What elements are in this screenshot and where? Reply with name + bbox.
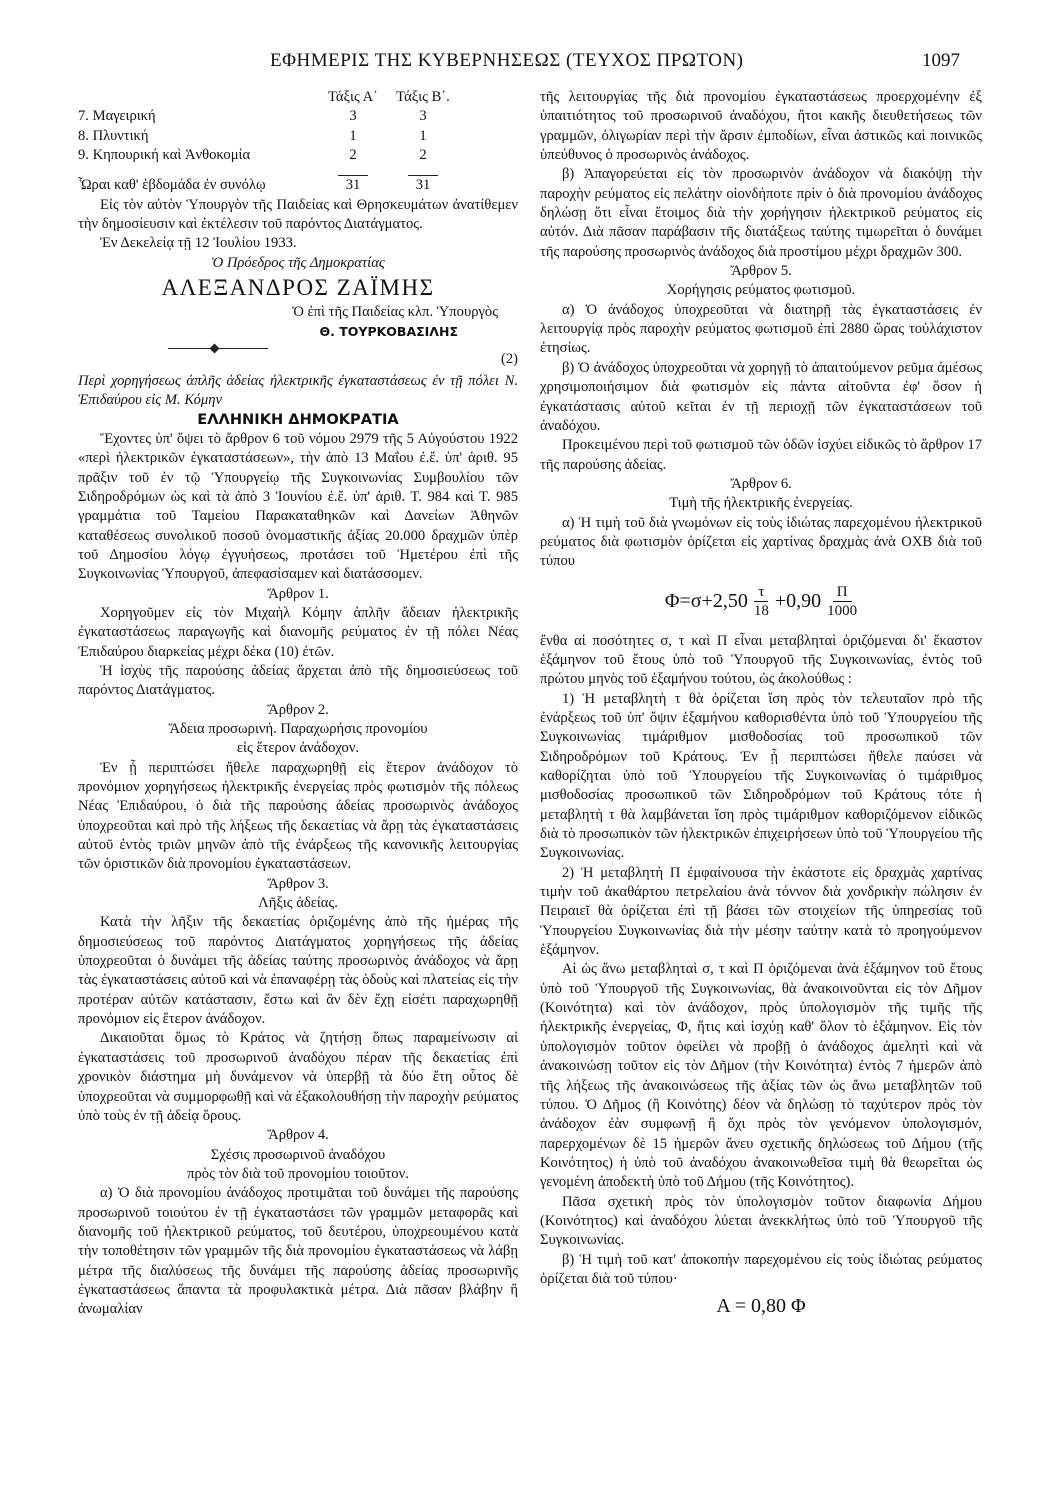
left-column <box>78 88 518 1320</box>
president-title: Ὁ Πρόεδρος τῆς Δημοκρατίας <box>211 254 385 271</box>
gazette-title: ΕΦΗΜΕΡΙΣ ΤΗΣ ΚΥΒΕΡΝΗΣΕΩΣ (ΤΕΥΧΟΣ ΠΡΩΤΟΝ) <box>270 50 744 71</box>
total-rule <box>408 165 438 176</box>
col-header-b: Τάξις Β΄. <box>396 89 450 105</box>
page-number: 1097 <box>922 50 960 71</box>
right-column <box>540 88 982 1323</box>
minister-title: Ὁ ἐπὶ τῆς Παιδείας κλπ. Ὑπουργὸς <box>292 304 498 321</box>
row-value-b: 3 <box>419 108 427 125</box>
article-5-subtitle: Χορήγησις ρεύματος φωτισμοῦ. <box>666 282 856 299</box>
article-6-paragraph: Πᾶσα σχετικὴ πρὸς τὸν ὑπολογισμὸν τοῦτον διαφωνία Δήμου (Κοινότητος) καὶ ἀναδόχου λύεται ἀνεκκλήτως ὑπὸ τοῦ Ὑπουργοῦ τῆς Συγκοινωνίας. <box>540 1193 982 1249</box>
article-1-paragraph: Χορηγοῦμεν εἰς τὸν Μιχαὴλ Κόμην ἁπλῆν ἄδειαν ἠλεκτρικῆς ἐγκαταστάσεως παραγωγῆς καὶ διανομῆς ρεύματος ἐν τῇ πόλει Νέας Ἐπιδαύρου διαρκείας μέχρι δέκα (10) ἐτῶν. <box>78 604 518 660</box>
row-label: 9. Κηπουρική καὶ Ἀνθοκομία <box>78 147 251 164</box>
row-label: 7. Μαγειρική <box>78 108 156 125</box>
republic-heading: ΕΛΛΗΝΙΚΗ ΔΗΜΟΚΡΑΤΙΑ <box>197 411 399 429</box>
article-4-paragraph: β) Ἀπαγορεύεται εἰς τὸν προσωρινὸν ἀνάδοχον νὰ διακόψῃ τὴν παροχὴν ρεύματος εἰς πελάτην οἱονδήποτε πρὶν ὁ διὰ προνομίου ἀνάδοχος δηλώσῃ ὅτι εἶναι ἕτοιμος διὰ τὴν χορήγησιν ἠλεκτρικοῦ ρεύματος εἰς αὐτόν. Διὰ πᾶσαν παράβασιν τῆς διατάξεως ταύτης τιμωρεῖται ὁ δυνάμει τῆς παρούσης προσωρινὸς ἀνάδοχος διὰ προστίμου μέχρι δραχμῶν 300. <box>540 166 982 260</box>
total-b: 31 <box>415 177 431 194</box>
article-4-heading: Ἄρθρον 4. <box>267 1127 329 1144</box>
decree-number: (2) <box>500 350 518 367</box>
article-6-paragraph: β) Ἡ τιμὴ τοῦ κατ' ἀποκοπὴν παρεχομένου εἰς τοὺς ἰδιώτας ρεύματος ὁρίζεται διὰ τοῦ τύπου· <box>540 1251 982 1287</box>
flat-rate-formula: Α = 0,80 Φ <box>716 1295 806 1318</box>
row-label: 8. Πλυντική <box>78 127 149 144</box>
article-6-paragraph: 2) Ἡ μεταβλητὴ Π ἐμφαίνουσα τὴν ἑκάστοτε εἰς δραχμὰς χαρτίνας τιμὴν τοῦ ἀκαθάρτου πετρελαίου ἀνὰ τόννον διὰ χονδρικὴν πώλησιν ἐν Πειραιεῖ θὰ ὁρίζεται ἐπὶ τῇ βάσει τῶν στοιχείων τῆς ὑπηρεσίας τοῦ Ὑπουργείου Συγκοινωνίας διὰ τὴν μέσην ταύτην κατὰ τὸ προηγούμενον ἑξάμηνον. <box>540 864 982 959</box>
decree-date: Ἐν Δεκελείᾳ τῇ 12 Ἰουλίου 1933. <box>100 235 297 252</box>
fraction-numerator: Π <box>833 583 852 602</box>
article-5-paragraph: α) Ὁ ἀνάδοχος ὑποχρεοῦται νὰ διατηρῇ τὰς ἐγκαταστάσεις ἐν λειτουργίᾳ πρὸς παροχὴν ρεύματος φωτισμοῦ ἐπὶ 2880 ὥρας τοὐλάχιστον ἐτησίως. <box>540 301 982 357</box>
decree-title: Περὶ χορηγήσεως ἁπλῆς ἀδείας ἠλεκτρικῆς ἐγκαταστάσεως ἐν τῇ πόλει Ν. Ἐπιδαύρου εἰς Μ. Κόμην <box>78 372 518 409</box>
article-2-heading: Ἄρθρον 2. <box>267 701 329 718</box>
row-value-a: 2 <box>349 147 357 164</box>
article-6-paragraph: ἔνθα αἱ ποσότητες σ, τ καὶ Π εἶναι μεταβληταὶ ὁριζόμεναι δι' ἕκαστον ἑξάμηνον τοῦ ἔτους ὑπὸ τοῦ Ὑπουργοῦ τῆς Συγκοινωνίας, ἐντὸς τοῦ πρώτου μηνὸς τοῦ ἑξαμήνου τούτου, ὡς ἀκολούθως : <box>540 632 982 688</box>
president-name: ΑΛΕΞΑΝΔΡΟΣ ΖΑΪΜΗΣ <box>161 275 435 301</box>
article-1-paragraph: Ἡ ἰσχὺς τῆς παρούσης ἀδείας ἄρχεται ἀπὸ τῆς δημοσιεύσεως τοῦ παρόντος Διατάγματος. <box>78 662 518 699</box>
preamble: Ἔχοντες ὑπ' ὄψει τὸ ἄρθρον 6 τοῦ νόμου 2979 τῆς 5 Αὐγούστου 1922 «περὶ ἠλεκτρικῶν ἐγκαταστάσεων», τὴν ἀπὸ 13 Μαΐου ἐ.ἔ. ὑπ' ἀριθ. 95 πρᾶξιν τοῦ ἐν τῷ Ὑπουργείῳ τῆς Συγκοινωνίας Συμβουλίου τῶν Σιδηροδρόμων ὡς καὶ τὰ ἀπὸ 3 Ἰουνίου ἐ.ἔ. ὑπ' ἀριθ. Τ. 984 καὶ Τ. 985 γραμμάτια τοῦ Ταμείου Παρακαταθηκῶν καὶ Δανείων Ἀθηνῶν καταθέσεως συνολικοῦ ποσοῦ ὀνομαστικῆς ἀξίας 20.000 δραχμῶν ὑπὲρ τοῦ Δημοσίου λόγῳ ἐγγυήσεως, προτάσει τοῦ Ἡμετέρου ἐπὶ τῆς Συγκοινωνίας Ὑπουργοῦ, ἀπεφασίσαμεν καὶ διατάσσομεν. <box>78 430 518 583</box>
row-value-a: 1 <box>349 127 357 144</box>
article-6-heading: Ἄρθρον 6. <box>730 475 792 492</box>
article-2-paragraph: Ἐν ᾗ περιπτώσει ἤθελε παραχωρηθῇ εἰς ἕτερον ἀνάδοχον τὸ προνόμιον χορηγήσεως ἠλεκτρικῆς ἐνεργείας πρὸς φωτισμὸν τῆς πόλεως Νέας Ἐπιδαύρου, ὁ διὰ τῆς παρούσης ἀδείας προσωρινὸς ἀνάδοχος ὑποχρεοῦται καὶ πρὸ τῆς λήξεως τῆς δεκαετίας νὰ ἄρῃ τὰς ἐγκαταστάσεις αὐτοῦ ἐντὸς τριῶν μηνῶν ἀπὸ τῆς ἐνάρξεως τῆς κανονικῆς λειτουργίας τῶν ὁριστικῶν διὰ προνομίου ἐγκαταστάσεων. <box>78 759 518 873</box>
article-2-subtitle: εἰς ἕτερον ἀνάδοχον. <box>236 740 360 757</box>
article-5-paragraph: Προκειμένου περὶ τοῦ φωτισμοῦ τῶν ὁδῶν ἰσχύει εἰδικῶς τὸ ἄρθρον 17 τῆς παρούσης ἀδείας. <box>540 437 982 473</box>
minister-name: Θ. ΤΟΥΡΚΟΒΑΣΙΛΗΣ <box>319 324 458 340</box>
article-1-heading: Ἄρθρον 1. <box>267 585 329 602</box>
closing-paragraph: Εἰς τὸν αὐτὸν Ὑπουργὸν τῆς Παιδείας καὶ Θρησκευμάτων ἀνατίθεμεν τὴν δημοσίευσιν καὶ ἐκτέλεσιν τοῦ παρόντος Διατάγματος. <box>78 196 518 233</box>
table-row <box>78 146 518 165</box>
article-3-paragraph: Κατὰ τὴν λῆξιν τῆς δεκαετίας ὁριζομένης ἀπὸ τῆς ἡμέρας τῆς δημοσιεύσεως τοῦ παρόντος Διατάγματος χορηγήσεως τῆς ἀδείας ὑποχρεοῦται ὁ δυνάμει τῆς ἀδείας ταύτης προσωρινὸς ἀνάδοχος νὰ ἄρῃ τὰς ἐγκαταστάσεις αὐτοῦ καὶ νὰ ἐπαναφέρῃ τὰς ὁδοὺς καὶ πλατείας εἰς τὴν προτέραν αὐτῶν κατάστασιν, ἔστω καὶ ἂν δὲν ἔχῃ εἰσέτι παραχωρηθῇ προνόμιον εἰς ἕτερον ἀνάδοχον. <box>78 914 518 1028</box>
article-2-subtitle: Ἄδεια προσωρινή. Παραχωρήσις προνομίου <box>168 720 428 737</box>
article-6-paragraph: 1) Ἡ μεταβλητὴ τ θὰ ὁρίζεται ἴση πρὸς τὸν τελευταῖον πρὸ τῆς ἐνάρξεως τοῦ ὑπ' ὄψιν ἑξαμήνου καθορισθέντα ὑπὸ τοῦ Ὑπουργείου τῆς Συγκοινωνίας τιμάριθμον μισθοδοσίας τοῦ προσωπικοῦ τῶν Σιδηροδρόμων τοῦ Κράτους. Ἐν ᾗ περιπτώσει ἤθελε παύσει νὰ καθορίζηται ὑπὸ τοῦ Ὑπουργείου τῆς Συγκοινωνίας ὁ τιμάριθμος μισθοδοσίας προσωπικοῦ τῶν Σιδηροδρόμων τοῦ Κράτους τότε ἡ μεταβλητὴ τ θὰ λαμβάνεται ἴση πρὸς τιμάριθμον καθοριζόμενον εἰδικῶς διὰ τὸ προσωπικὸν τῶν ἠλεκτρικῶν ἐπιχειρήσεων ὑπὸ τοῦ Ὑπουργείου τῆς Συγκοινωνίας. <box>540 690 982 862</box>
section-separator <box>78 342 518 372</box>
formula-fraction <box>754 583 769 620</box>
formula-lhs: Φ=σ+2,50 <box>664 589 748 612</box>
continued-paragraph: τῆς λειτουργίας τῆς διὰ προνομίου ἐγκαταστάσεως προερχομένην ἐξ ὑπαιτιότητος τοῦ προσωρινοῦ ἀναδόχου, ἤτοι κακῆς διευθετήσεως τῶν γραμμῶν, ὀλιγωρίαν περὶ τὴν ἄρσιν ἐμποδίων, εἶναι ἀστικῶς καὶ ποινικῶς ὑπεύθυνος ὁ προσωρινὸς ἀνάδοχος. <box>540 89 982 164</box>
table-total-row <box>78 176 518 195</box>
article-3-subtitle: Λῆξις ἀδείας. <box>258 895 338 912</box>
hours-table <box>78 88 518 196</box>
price-formula <box>540 572 982 632</box>
table-row <box>78 107 518 126</box>
article-4-subtitle: Σχέσις προσωρινοῦ ἀναδόχου <box>210 1146 386 1163</box>
fraction-numerator: τ <box>754 583 768 602</box>
separator-ornament <box>210 343 220 353</box>
row-value-b: 2 <box>419 147 427 164</box>
total-label: Ὧραι καθ' ἑβδομάδα ἐν συνόλῳ <box>78 177 266 194</box>
article-3-heading: Ἄρθρον 3. <box>267 875 329 892</box>
total-rule <box>338 165 368 176</box>
fraction-denominator: 18 <box>753 603 769 620</box>
formula-fraction <box>827 583 857 620</box>
article-6-subtitle: Τιμὴ τῆς ἠλεκτρικῆς ἐνεργείας. <box>669 495 853 512</box>
col-header-a: Τάξις Α΄ <box>327 89 378 105</box>
formula-mid: +0,90 <box>774 589 822 612</box>
article-3-paragraph: Δικαιοῦται ὅμως τὸ Κράτος νὰ ζητήσῃ ὅπως παραμείνωσιν αἱ ἐγκαταστάσεις τοῦ προσωρινοῦ ἀναδόχου πέραν τῆς δεκαετίας ἐπὶ χρονικὸν διάστημα μὴ δυνάμενον νὰ ὑπερβῇ τὰ δύο ἔτη οὗτος δὲ ὑποχρεοῦται νὰ συμμορφωθῇ καὶ νὰ ἐξακολουθήσῃ τὴν παροχὴν ρεύματος ὑπὸ τοὺς ἐν τῇ ἀδείᾳ ὅρους. <box>78 1030 518 1124</box>
article-6-paragraph: α) Ἡ τιμὴ τοῦ διὰ γνωμόνων εἰς τοὺς ἰδιώτας παρεχομένου ἠλεκτρικοῦ ρεύματος διὰ φωτισμὸν ὁρίζεται εἰς χαρτίνας δραχμὰς ἀνὰ ΟΧΒ διὰ τοῦ τύπου <box>540 514 982 570</box>
page-header <box>0 50 1060 80</box>
article-6-paragraph: Αἱ ὡς ἄνω μεταβληταὶ σ, τ καὶ Π ὁριζόμεναι ἀνὰ ἑξάμηνον τοῦ ἔτους ὑπὸ τοῦ Ὑπουργοῦ τῆς Συγκοινωνίας, θὰ ἀνακοινοῦνται εἰς τὸν Δῆμον (Κοινότητα) καὶ τὸν ἀνάδοχον, πρὸς ὑπολογισμὸν τῆς τιμῆς τῆς ἠλεκτρικῆς ἐνεργείας, Φ, ἥτις καὶ ἰσχύῃ καθ' ὅλον τὸ ἑξάμηνον. Εἰς τὸν ὑπολογισμὸν τοῦτον ὀφείλει νὰ προβῇ ὁ ἀνάδοχος ἀμελητὶ καὶ νὰ ἀνακοινώσῃ τοῦτον εἰς τὸν Δῆμον (τὴν Κοινότητα) ἐντὸς 7 ἡμερῶν ἀπὸ τῆς λήξεως τῆς ἀνακοινώσεως τῆς ἀξίας τῶν ὡς ἄνω μεταβλητῶν τοῦ τύπου. Ὁ Δῆμος (ἢ Κοινότης) δέον νὰ δηλώσῃ τὸ ταχύτερον πρὸς τὸν ἀνάδοχον ἐὰν συμφωνῇ ἢ ὄχι πρὸς τὸν γενόμενον ὑπολογισμόν, παρερχομένων δὲ 15 ἡμερῶν ἄνευ σχετικῆς δηλώσεως τοῦ Δήμου (τῆς Κοινότητος) ἡ ὑπὸ τοῦ ἀναδόχου ἀνακοινωθεῖσα τιμὴ θὰ θεωρεῖται ὡς γενομένη ἀποδεκτὴ ὑπὸ τοῦ Δήμου (τῆς Κοινότητος). <box>540 961 982 1191</box>
article-4-paragraph: α) Ὁ διὰ προνομίου ἀνάδοχος προτιμᾶται τοῦ δυνάμει τῆς παρούσης προσωρινοῦ τοιούτου ἐν τῇ ἐγκαταστάσει τῶν γραμμῶν μεταφορᾶς καὶ διανομῆς τοῦ ἠλεκτρικοῦ ρεύματος, τοῦ δευτέρου, ὑποχρεουμένου κατὰ τὴν τοποθέτησιν τῶν γραμμῶν τῆς διὰ προνομίου ἐγκαταστάσεως νὰ λάβῃ μέτρα τῆς διαλύσεως τῆς δυνάμει τῆς παρούσης ἀδείας προσωρινῆς ἐγκαταστάσεως ἅπαντα τὰ προφυλακτικὰ μέτρα. Διὰ πᾶσαν βλάβην ἢ ἀνωμαλίαν <box>78 1185 518 1318</box>
total-a: 31 <box>345 177 361 194</box>
fraction-denominator: 1000 <box>827 603 858 620</box>
article-5-paragraph: β) Ὁ ἀνάδοχος ὑποχρεοῦται νὰ χορηγῇ τὸ ἀπαιτούμενον ρεῦμα ἀμέσως χρησιμοποιήσιμον διὰ φωτισμὸν εἰς πάντα αἰτοῦντα ἐφ' ὅσον ἡ ἐγκατάστασις αὐτοῦ κεῖται ἐν τῇ περιοχῇ τῶν ἐγκαταστάσεων τοῦ ἀναδόχου. <box>540 359 982 434</box>
row-value-a: 3 <box>349 108 357 125</box>
article-5-heading: Ἄρθρον 5. <box>730 263 792 280</box>
row-value-b: 1 <box>419 127 427 144</box>
article-4-subtitle: πρὸς τὸν διὰ τοῦ προνομίου τοιοῦτον. <box>187 1165 409 1182</box>
table-row <box>78 127 518 146</box>
